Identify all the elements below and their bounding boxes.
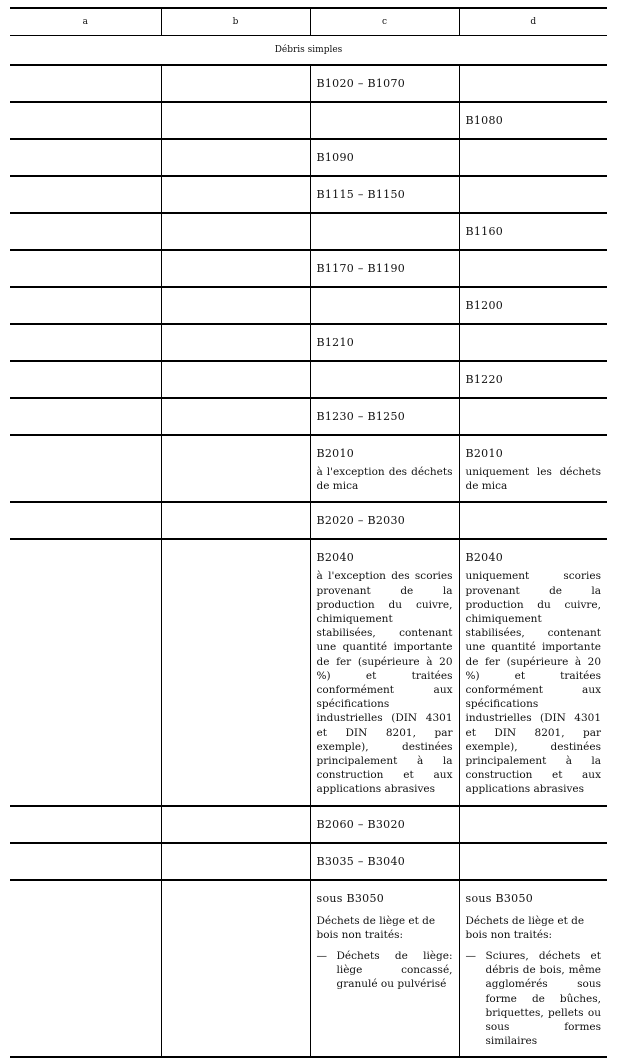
waste-code: B1090 [316,151,355,164]
cell-c [310,361,459,398]
cell-d [459,139,607,176]
table-row [10,213,607,250]
cell-b [161,361,310,398]
table-row [10,843,607,880]
cell-b [161,502,310,539]
waste-code: B1080 [465,114,504,127]
code-subheading: Déchets de liège et de bois non traités: [316,914,436,941]
cell-c [310,139,459,176]
cell-content [460,103,608,137]
cell-d [459,398,607,435]
cell-content [311,177,459,211]
table-row [10,435,607,502]
cell-a [10,250,161,287]
cell-content [311,251,459,285]
cell-content [311,881,459,1000]
cell-d [459,880,607,1058]
waste-code: B2010 [465,447,504,460]
cell-a [10,502,161,539]
cell-a [10,880,161,1058]
table-row [10,806,607,843]
cell-a [10,806,161,843]
cell-d [459,806,607,843]
cell-b [161,539,310,805]
table-row [10,250,607,287]
cell-content [460,214,608,248]
cell-c [310,398,459,435]
waste-code: B1170 – B1190 [316,262,406,275]
waste-code: B1220 [465,373,504,386]
cell-a [10,65,161,102]
cell-c [310,843,459,880]
bullet-text: Déchets de liège: liège concassé, granulé ou pulvérisé [336,950,453,991]
cell-c [310,880,459,1058]
cell-b [161,250,310,287]
code-description: à l'exception des scories provenant de la production du cuivre, chimiquement stabilisées, contenant une quantité importante de fer (supérieure à 20 %) et traitées conformément aux spécifications industrielles (DIN 4301 et DIN 8201, par exemple), destinées principalement à la construction et aux applications abrasives [316,570,453,796]
column-header-d: d [459,8,607,36]
cell-a [10,435,161,502]
waste-code: B1020 – B1070 [316,77,406,90]
cell-c [310,539,459,805]
document-page [10,7,607,1058]
cell-b [161,176,310,213]
bullet-dash: — [316,950,327,963]
bullet-item [317,949,453,992]
waste-code: B2040 [465,551,504,565]
code-description: à l'exception des déchets de mica [316,466,453,493]
cell-content [460,540,608,804]
table-row [10,287,607,324]
cell-d [459,324,607,361]
cell-a [10,843,161,880]
code-description: uniquement les déchets de mica [465,466,601,493]
cell-d [459,539,607,805]
waste-code: B1115 – B1150 [316,188,406,201]
cell-d [459,102,607,139]
cell-c [310,176,459,213]
cell-c [310,213,459,250]
cell-c [310,806,459,843]
section-row [10,36,607,66]
cell-d [459,502,607,539]
cell-content [460,288,608,322]
bullet-text: Sciures, déchets et débris de bois, même agglomérés sous forme de bûches, briquettes, pellets ou sous formes similaires [485,950,601,1048]
waste-code: B3035 – B3040 [316,854,406,868]
cell-a [10,176,161,213]
cell-b [161,806,310,843]
cell-b [161,213,310,250]
cell-a [10,287,161,324]
table-row [10,102,607,139]
column-header-b: b [161,8,310,36]
bullet-item [466,949,602,1048]
cell-c [310,65,459,102]
cell-a [10,102,161,139]
cell-a [10,539,161,805]
cell-b [161,287,310,324]
section-title: Débris simples [10,36,607,66]
waste-code: B2060 – B3020 [316,817,406,831]
table-row [10,880,607,1058]
cell-d [459,287,607,324]
table-row [10,361,607,398]
cell-a [10,398,161,435]
cell-content [311,140,459,174]
cell-d [459,65,607,102]
cell-d [459,176,607,213]
cell-c [310,102,459,139]
cell-content [311,66,459,100]
table-row [10,324,607,361]
column-header-c: c [310,8,459,36]
cell-a [10,213,161,250]
code-subheading: Déchets de liège et de bois non traités: [465,914,585,941]
cell-b [161,880,310,1058]
cell-content [311,399,459,433]
cell-d [459,843,607,880]
waste-code: B1210 [316,336,355,349]
waste-code: sous B3050 [316,891,385,905]
cell-b [161,65,310,102]
cell-b [161,102,310,139]
cell-content [311,503,459,537]
waste-code: B1160 [465,225,504,238]
cell-c [310,324,459,361]
cell-c [310,435,459,502]
cell-b [161,435,310,502]
waste-code: sous B3050 [465,891,534,905]
waste-code: B1200 [465,299,504,312]
cell-a [10,324,161,361]
cell-a [10,139,161,176]
cell-c [310,287,459,324]
cell-c [310,250,459,287]
cell-b [161,324,310,361]
column-header-a: a [10,8,161,36]
waste-code-table [10,7,607,1058]
cell-content [311,807,459,841]
code-description: uniquement scories provenant de la production du cuivre, chimiquement stabilisées, contenant une quantité importante de fer (supérieure à 20 %) et traitées conformément aux spécifications industrielles (DIN 4301 et DIN 8201, par exemple), destinées principalement à la construction et aux applications abrasives [465,570,601,796]
cell-a [10,361,161,398]
cell-b [161,139,310,176]
cell-d [459,435,607,502]
table-row [10,176,607,213]
cell-content [311,844,459,878]
cell-d [459,250,607,287]
cell-b [161,843,310,880]
header-row [10,8,607,36]
table-row [10,398,607,435]
cell-content [311,325,459,359]
cell-content [460,881,608,1057]
cell-d [459,361,607,398]
table-row [10,502,607,539]
cell-c [310,502,459,539]
cell-content [311,436,459,501]
cell-d [459,213,607,250]
waste-code: B1230 – B1250 [316,410,406,423]
table-row [10,139,607,176]
waste-code: B2020 – B2030 [316,514,406,528]
waste-code: B2010 [316,447,355,460]
cell-content [460,436,608,501]
cell-content [311,540,459,804]
table-row [10,65,607,102]
bullet-dash: — [465,950,476,963]
table-row [10,539,607,805]
cell-content [460,362,608,396]
cell-b [161,398,310,435]
waste-code: B2040 [316,551,355,565]
